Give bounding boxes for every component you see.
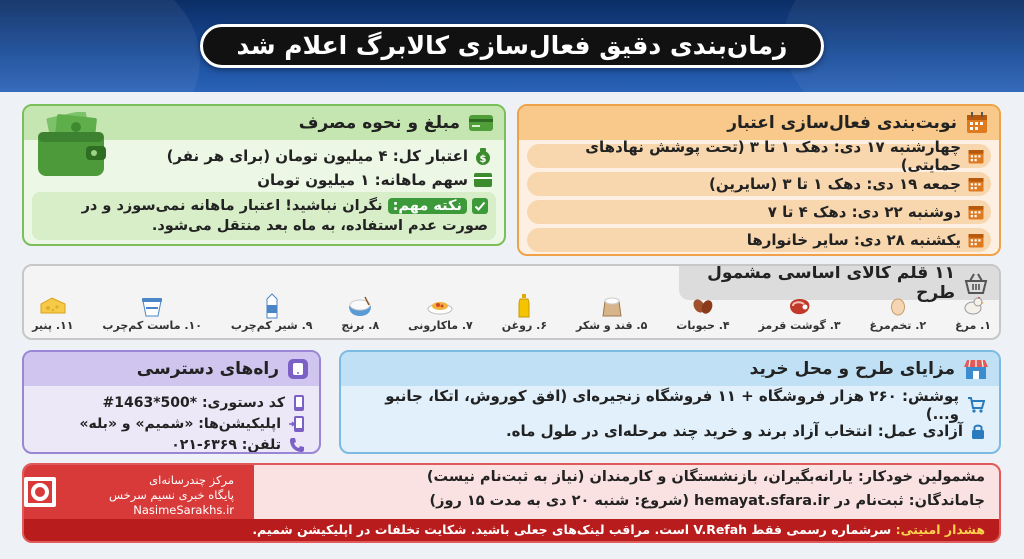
mobile-transfer-icon (289, 415, 305, 433)
goods-card (22, 264, 1001, 340)
calendar-icon (967, 231, 985, 249)
good-label: ۵. قند و شکر (575, 319, 648, 332)
checkmark-icon (472, 198, 488, 214)
calendar-icon (967, 175, 985, 193)
schedule-card (517, 104, 1001, 256)
lock-icon (971, 423, 985, 439)
yogurt-icon (140, 295, 164, 317)
good-item (231, 295, 313, 332)
auto-text: یارانه‌بگیران، بازنشستگان و کارمندان (نیاز به ثبت‌نام نیست) (426, 469, 858, 485)
coverage-line (341, 387, 999, 423)
milk-icon (264, 295, 280, 317)
mobile-icon (293, 394, 305, 412)
good-label: ۲. تخم‌مرغ (869, 319, 927, 332)
good-item (870, 295, 927, 332)
good-item (576, 295, 647, 332)
phone-icon (289, 437, 305, 453)
card-icon (474, 173, 492, 187)
good-label: ۷. ماکارونی (408, 319, 473, 332)
goods-title: ۱۱ قلم کالای اساسی مشمول طرح (707, 264, 955, 303)
good-item (676, 295, 729, 332)
brand-site: NasimeSarakhs.ir (133, 503, 234, 517)
benefits-title: مزایای طرح و محل خرید (749, 359, 955, 379)
chicken-icon (962, 295, 984, 317)
wallet-icon (34, 112, 112, 184)
good-item (32, 295, 73, 332)
brand-block (54, 473, 234, 518)
good-label: ۹. شیر کم‌چرب (230, 319, 313, 332)
good-item (502, 295, 547, 332)
schedule-row-text: یکشنبه ۲۸ دی: سایر خانوارها (746, 231, 961, 249)
money-card (22, 104, 506, 246)
good-label: ۱۱. پنیر (32, 319, 74, 332)
auto-label: مشمولین خودکار: (857, 469, 985, 485)
ussd-line (24, 392, 319, 413)
apps-text: اپلیکیشن‌ها: «شمیم» و «بله» (79, 415, 281, 432)
app-icon (287, 358, 309, 380)
freedom-text: انتخاب آزاد برند و خرید چند مرحله‌ای در طول ماه. (505, 422, 878, 440)
brand-line-2: پایگاه خبری نسیم سرخس (108, 488, 234, 502)
sugar-icon (600, 295, 624, 317)
registration-line (429, 493, 985, 509)
header-banner (0, 0, 1024, 92)
schedule-row (527, 200, 991, 224)
benefits-card (339, 350, 1001, 454)
phone-line (24, 434, 319, 454)
ussd-code: کد دستوری: *500*1463# (102, 394, 285, 411)
schedule-row (527, 138, 991, 174)
schedule-row (527, 172, 991, 196)
footer-card (22, 463, 1001, 543)
calendar-icon (967, 203, 985, 221)
auto-eligible-line (427, 469, 985, 485)
goods-list (32, 274, 991, 332)
good-label: ۱۰. ماست کم‌چرب (102, 319, 202, 332)
access-title: راه‌های دسترسی (136, 359, 279, 379)
money-monthly: سهم ماهانه: ۱ میلیون تومان (257, 171, 468, 189)
cart-icon (967, 397, 985, 413)
security-warning (24, 519, 999, 541)
phone-number: تلفن: ۶۳۶۹-۰۲۱ (171, 436, 281, 453)
good-label: ۸. برنج (341, 319, 380, 332)
apps-line (24, 413, 319, 434)
warn-label: هشدار امنیتی: (895, 522, 985, 537)
good-label: ۴. حبوبات (676, 319, 730, 332)
coverage-label: پوشش: (902, 387, 959, 405)
schedule-header (519, 106, 999, 140)
good-item (955, 295, 991, 332)
credit-card-icon (468, 113, 494, 133)
good-item (102, 295, 202, 332)
important-note (32, 192, 496, 240)
svg-text:$: $ (479, 154, 487, 165)
beans-icon (691, 295, 715, 317)
calendar-icon (967, 147, 985, 165)
store-icon (963, 358, 989, 380)
schedule-row-text: دوشنبه ۲۲ دی: دهک ۴ تا ۷ (767, 203, 961, 221)
rice-icon (347, 295, 373, 317)
oil-icon (517, 295, 531, 317)
coverage-text: ۲۶۰ هزار فروشگاه + ۱۱ فروشگاه زنجیره‌ای (افق کوروش، اتکا، جانبو و...) (385, 387, 959, 423)
schedule-row (527, 228, 991, 252)
good-item (759, 295, 841, 332)
benefits-header (341, 352, 999, 386)
egg-icon (890, 295, 906, 317)
schedule-row-text: چهارشنبه ۱۷ دی: دهک ۱ تا ۳ (تحت پوشش نهادهای حمایتی) (585, 138, 961, 174)
access-card (22, 350, 321, 454)
good-label: ۶. روغن (501, 319, 548, 332)
schedule-row-text: جمعه ۱۹ دی: دهک ۱ تا ۳ (سایرین) (709, 175, 961, 193)
access-header (24, 352, 319, 386)
good-label: ۱. مرغ (955, 319, 991, 332)
pasta-icon (427, 295, 453, 317)
brand-line-1: مرکز چندرسانه‌ای (149, 473, 234, 487)
warn-text: سرشماره رسمی فقط V.Refah است. مراقب لینک‌های جعلی باشید. شکایت تخلفات در اپلیکیشن شمیم. (252, 522, 896, 537)
note-text: نگران نباشید! اعتبار ماهانه نمی‌سوزد و در صورت عدم استفاده، به ماه بعد منتقل می‌شود. (81, 198, 488, 234)
money-total: اعتبار کل: ۴ میلیون تومان (برای هر نفر) (166, 147, 468, 165)
note-label: نکته مهم: (388, 198, 467, 214)
brand-logo-icon (22, 471, 60, 515)
cheese-icon (40, 295, 66, 317)
schedule-title: نوبت‌بندی فعال‌سازی اعتبار (727, 113, 957, 133)
good-item (408, 295, 473, 332)
good-label: ۳. گوشت قرمز (758, 319, 841, 332)
good-item (341, 295, 379, 332)
freedom-label: آزادی عمل: (877, 422, 963, 440)
left-text: ثبت‌نام در hemayat.sfara.ir (شروع: شنبه ۲۰ دی به مدت ۱۵ روز) (429, 493, 909, 509)
page-title: زمان‌بندی دقیق فعال‌سازی کالابرگ اعلام شد (200, 24, 824, 68)
left-label: جاماندگان: (908, 493, 985, 509)
meat-icon (787, 295, 813, 317)
calendar-icon (965, 111, 989, 135)
money-bag-icon (474, 147, 492, 165)
money-title: مبلغ و نحوه مصرف (298, 113, 460, 133)
